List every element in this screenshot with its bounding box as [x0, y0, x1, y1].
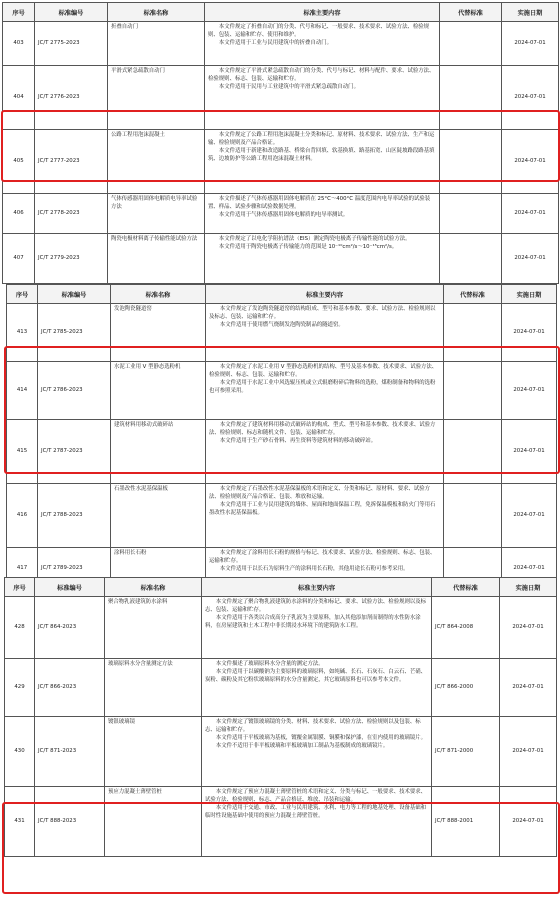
row-replaced	[440, 130, 502, 194]
content-paragraph: 本文件适用于交通、市政、工业与民用建筑、水利、电力等工程的地基处理、设备基础和临时性设施基础中使用的预应力混凝土薄壁管桩。	[205, 805, 427, 820]
row-content	[206, 484, 444, 548]
row-name: 聚合物乳液建筑防水涂料	[105, 597, 202, 659]
row-replaced	[440, 234, 502, 284]
table-header-row	[7, 285, 557, 304]
row-date: 2024-07-01	[502, 548, 557, 590]
content-paragraph: 本文件适用于使用燃气烧制发泡陶瓷制品的隧道窑。	[219, 322, 344, 329]
content-paragraph: 本文件规定了镀银玻璃镜的分类、材料、技术要求、试验方法、检验规则以及包装、标志、运输和贮存。	[205, 719, 421, 734]
header-name: 标准名称	[105, 578, 202, 597]
row-content	[206, 362, 444, 420]
header-replaced: 代替标准	[444, 285, 502, 304]
header-content: 标准主要内容	[205, 3, 440, 22]
row-code: JC/T 2786-2023	[38, 362, 111, 420]
row-date: 2024-07-01	[500, 787, 557, 857]
row-replaced	[444, 362, 502, 420]
standards-table	[2, 2, 559, 284]
content-paragraph: 本文件规定了聚合物乳液建筑防水涂料的分类和标记、要求、试验方法、检验规则以及标志、包装、运输和贮存。	[205, 599, 427, 614]
row-name: 石墨改性水泥基保温板	[111, 484, 206, 548]
row-code: JC/T 2779-2023	[35, 234, 108, 284]
row-serial: 416	[7, 484, 38, 548]
row-name: 折叠自动门	[108, 22, 205, 66]
row-serial: 403	[3, 22, 35, 66]
header-name: 标准名称	[111, 285, 206, 304]
row-code: JC/T 871-2023	[35, 717, 105, 787]
header-date: 实施日期	[502, 3, 559, 22]
row-name: 建筑材料用移动式破碎站	[111, 420, 206, 484]
header-code: 标准编号	[38, 285, 111, 304]
row-content	[202, 597, 432, 659]
header-code: 标准编号	[35, 578, 105, 597]
content-paragraph: 本文件规定了公路工程用泡沫混凝土分类和标记、原材料、技术要求、试验方法、生产和运输、检验规则及产品合格证。	[208, 132, 435, 147]
table-header-row	[3, 3, 559, 22]
row-code: JC/T 866-2023	[35, 659, 105, 717]
standards-table-block-2	[6, 284, 556, 590]
row-replaced	[444, 304, 502, 362]
table-row	[5, 717, 557, 787]
row-serial: 431	[5, 787, 35, 857]
row-replaced	[440, 66, 502, 130]
row-date: 2024-07-01	[500, 717, 557, 787]
row-name: 水泥工业用 V 型静态选粉机	[111, 362, 206, 420]
header-replaced: 代替标准	[440, 3, 502, 22]
row-date: 2024-07-01	[502, 130, 559, 194]
header-content: 标准主要内容	[202, 578, 432, 597]
table-row	[5, 787, 557, 857]
table-row	[7, 484, 557, 548]
row-replaced: JC/T 888-2001	[432, 787, 500, 857]
header-date: 实施日期	[502, 285, 557, 304]
row-serial: 404	[3, 66, 35, 130]
row-name: 镀银玻璃镜	[105, 717, 202, 787]
header-replaced: 代替标准	[432, 578, 500, 597]
row-code: JC/T 2777-2023	[35, 130, 108, 194]
header-name: 标准名称	[108, 3, 205, 22]
table-row	[7, 304, 557, 362]
row-serial: 406	[3, 194, 35, 234]
row-replaced: JC/T 864-2008	[432, 597, 500, 659]
standards-table-block-1	[2, 2, 558, 284]
table-row	[7, 420, 557, 484]
row-content	[202, 717, 432, 787]
row-name: 气体传感器用固体电解质电导率试验方法	[108, 194, 205, 234]
row-content	[202, 659, 432, 717]
table-row	[5, 659, 557, 717]
row-date: 2024-07-01	[502, 66, 559, 130]
table-row	[7, 362, 557, 420]
content-paragraph: 本文件规定了水泥工业用 V 型静态选粉机的结构、型号及基本参数、技术要求、试验方法、检验规则、标志、包装、运输和贮存。	[209, 364, 438, 379]
row-name: 平滑式紧急疏散自动门	[108, 66, 205, 130]
table-row	[5, 597, 557, 659]
row-date: 2024-07-01	[502, 484, 557, 548]
row-date: 2024-07-01	[500, 597, 557, 659]
standards-table	[6, 284, 557, 590]
row-code: JC/T 2778-2023	[35, 194, 108, 234]
row-code: JC/T 2787-2023	[38, 420, 111, 484]
content-paragraph: 本文件规定了建筑材料用移动式破碎站的构成、型式、型号和基本参数、技术要求、试验方法、检验规则、标志和随机文件、包装、运输和贮存。	[209, 422, 436, 437]
row-serial: 417	[7, 548, 38, 590]
header-serial: 序号	[3, 3, 35, 22]
row-replaced	[440, 194, 502, 234]
row-replaced	[440, 22, 502, 66]
content-paragraph: 本文件规定了涂料用长石粉的规格与标记、技术要求、试验方法、检验规则、标志、包装、运输和贮存。	[209, 550, 436, 565]
row-content	[202, 787, 432, 857]
row-name: 玻璃原料水分含量测定方法	[105, 659, 202, 717]
row-date: 2024-07-01	[500, 659, 557, 717]
table-row	[3, 22, 559, 66]
table-row	[3, 66, 559, 130]
row-date: 2024-07-01	[502, 420, 557, 484]
row-content	[205, 66, 440, 130]
row-replaced	[444, 420, 502, 484]
row-replaced: JC/T 866-2000	[432, 659, 500, 717]
content-paragraph: 本文件适用于气体传感器用固体电解质的电导率测试。	[218, 212, 349, 219]
content-paragraph: 本文件适用于民用与工业建筑中的平滑式紧急疏散自动门。	[218, 84, 359, 91]
row-serial: 414	[7, 362, 38, 420]
header-serial: 序号	[7, 285, 38, 304]
row-code: JC/T 2775-2023	[35, 22, 108, 66]
row-name: 涂料用长石粉	[111, 548, 206, 590]
content-paragraph: 本文件规定了发泡陶瓷隧道窑的结构组成、型号和基本参数、要求、试验方法、检验规则以及标志、包装、运输和贮存。	[209, 306, 436, 321]
row-date: 2024-07-01	[502, 22, 559, 66]
row-code: JC/T 2788-2023	[38, 484, 111, 548]
content-paragraph: 本文件规定了折叠自动门的分类、代号和标记、一般要求、技术要求、试验方法、检验规则、包装、运输和贮存、使用和维护。	[208, 24, 430, 39]
content-paragraph: 本文件适用于新建和改造路基、桥梁台背回填、软基换填、路基拓宽、山区陡坡路段路基填筑、边坡防护等公路工程用泡沫混凝土材料。	[208, 148, 435, 163]
table-header-row	[5, 578, 557, 597]
row-content	[206, 420, 444, 484]
row-code: JC/T 2785-2023	[38, 304, 111, 362]
content-paragraph: 本文件规定了石墨改性水泥基保温板的术语和定义、分类和标记、原材料、要求、试验方法、检验规则及产品合格证、包装、堆放和运输。	[209, 486, 431, 501]
content-paragraph: 本文件规定了平滑式紧急疏散自动门的分类、代号与标记、材料与配件、要求、试验方法、检验规则、标志、包装、运输和贮存。	[208, 68, 435, 83]
row-replaced: JC/T 871-2000	[432, 717, 500, 787]
row-code: JC/T 2789-2023	[38, 548, 111, 590]
header-code: 标准编号	[35, 3, 108, 22]
row-code: JC/T 888-2023	[35, 787, 105, 857]
row-name: 公路工程用泡沫混凝土	[108, 130, 205, 194]
content-paragraph: 本文件规定了以电化学阻抗谱法（EIS）测定陶瓷电极离子传输性能的试验方法。	[218, 236, 411, 242]
row-date: 2024-07-01	[502, 194, 559, 234]
row-serial: 429	[5, 659, 35, 717]
table-row	[3, 234, 559, 284]
header-content: 标准主要内容	[206, 285, 444, 304]
row-code: JC/T 2776-2023	[35, 66, 108, 130]
content-paragraph: 本文件不适用于非平板玻璃和平板玻璃加工制品为基板制成的玻璃镜片。	[215, 743, 389, 750]
row-content	[205, 22, 440, 66]
content-paragraph: 本文件规定了预应力混凝土薄壁管桩的术语和定义、分类与标记、一般要求、技术要求、试验方法、检验规则、标志、产品合格证、堆放、吊装和运输。	[205, 789, 427, 804]
content-paragraph: 本文件适用于各类以合成高分子乳液为主要原料，加入其他添加剂而制得的水性防水涂料，在房屋建筑和土木工程中非长期浸水环境下的建筑防水工程。	[205, 615, 421, 630]
content-paragraph: 本文件适用于陶瓷电极离子传输能力的范围是 10⁻¹⁰cm²/s～10⁻¹⁵cm²/s。	[218, 244, 398, 251]
row-serial: 430	[5, 717, 35, 787]
row-content	[205, 194, 440, 234]
row-date: 2024-07-01	[502, 234, 559, 284]
row-date: 2024-07-01	[502, 304, 557, 362]
content-paragraph: 本文件适用于水泥工业中风选辊压机或立式辊磨粉碎后物料的选粉，煤粉制备和物料的选粉也可参照采用。	[209, 380, 436, 395]
row-replaced	[444, 484, 502, 548]
content-paragraph: 本文件适用于以碳酸钠为主要原料的玻璃原料，如纯碱、长石、石灰石、白云石、芒硝、炭粉、碳粉及其它粉状玻璃原料的水分含量测定，其它玻璃原料也可以参考本文件。	[205, 669, 427, 684]
row-content	[205, 130, 440, 194]
row-name: 预应力混凝土薄壁管桩	[105, 787, 202, 857]
header-serial: 序号	[5, 578, 35, 597]
row-name: 陶瓷电极材料离子传输性能试验方法	[108, 234, 205, 284]
content-paragraph: 本文件适用于生产砂石骨料、再生资料等建筑材料的移动破碎站。	[219, 438, 377, 445]
content-paragraph: 本文件描述了气体传感器用固体电解质在 25°C～400°C 温度范围内电导率试验的试验装置、样品、试验步骤和试验数据处理。	[208, 196, 431, 211]
standards-table	[4, 577, 557, 857]
row-serial: 407	[3, 234, 35, 284]
table-row	[3, 194, 559, 234]
row-serial: 415	[7, 420, 38, 484]
header-date: 实施日期	[500, 578, 557, 597]
row-code: JC/T 864-2023	[35, 597, 105, 659]
content-paragraph: 本文件适用于工业与民用建筑的墙体、屋面和地面保温工程，免拆保温模板和防火门等用石墨改性水泥基保温板。	[209, 502, 436, 517]
standards-table-block-3	[4, 577, 556, 857]
content-paragraph: 本文件适用于平板玻璃为基板，镀覆金属银膜、铜膜和保护漆，在室内使用的玻璃镜片。	[215, 735, 427, 742]
row-content	[205, 234, 440, 284]
table-row	[3, 130, 559, 194]
row-serial: 405	[3, 130, 35, 194]
row-name: 发泡陶瓷隧道窑	[111, 304, 206, 362]
content-paragraph: 本文件适用于以长石为原料生产的涂料用长石粉，其他用途长石粉可参考采用。	[219, 566, 409, 573]
row-serial: 428	[5, 597, 35, 659]
content-paragraph: 本文件描述了玻璃原料水分含量的测定方法。	[215, 661, 324, 667]
row-date: 2024-07-01	[502, 362, 557, 420]
content-paragraph: 本文件适用于工业与民用建筑中的折叠自动门。	[218, 40, 333, 47]
row-content	[206, 304, 444, 362]
row-serial: 413	[7, 304, 38, 362]
